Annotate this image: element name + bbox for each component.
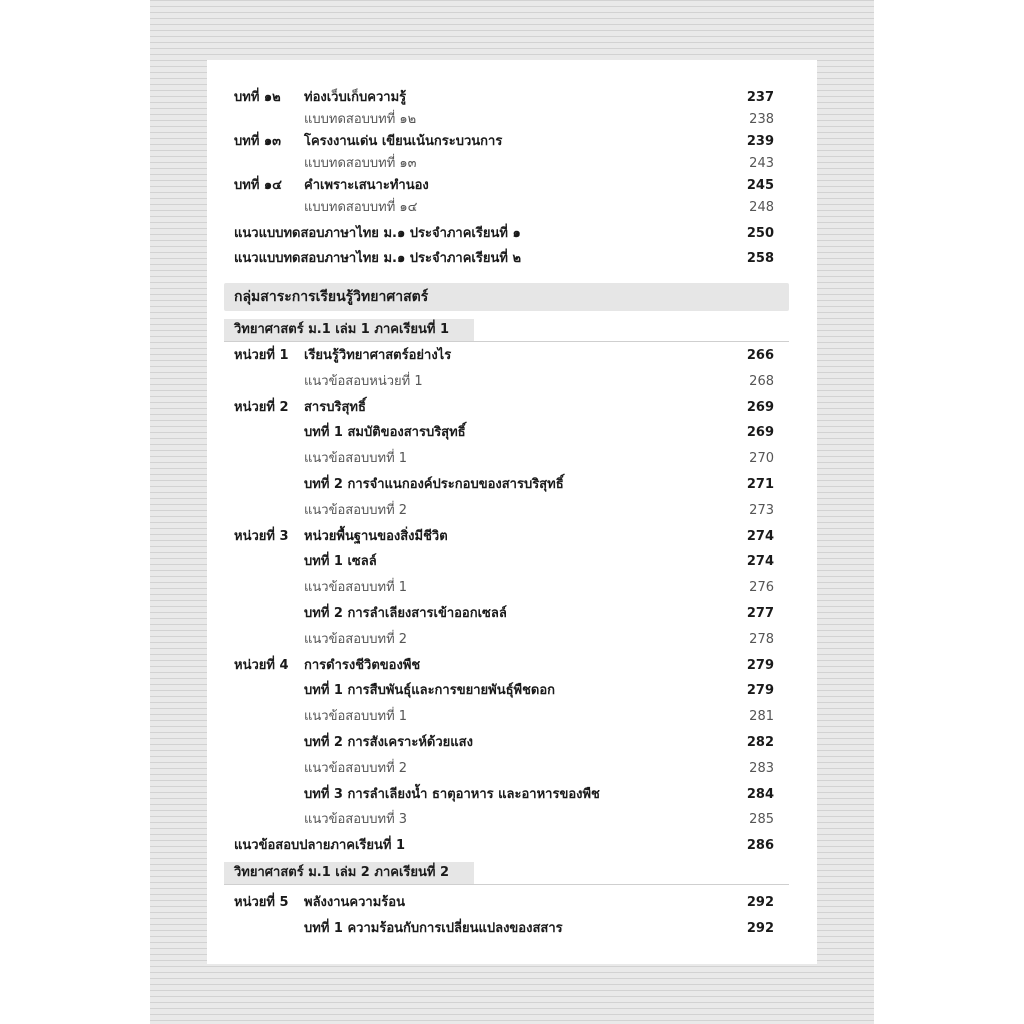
toc-entry-label: หน่วยที่ 3 (234, 529, 289, 544)
toc-entry (207, 679, 817, 703)
toc-entry-page-number: 245 (746, 178, 774, 193)
toc-entry-page-number: 276 (749, 580, 774, 595)
toc-entry (207, 499, 817, 523)
toc-entry-title: แนวข้อสอบบทที่ 1 (304, 451, 408, 466)
toc-entry-title: แนวข้อสอบหน่วยที่ 1 (304, 374, 423, 389)
toc-entry-page-number: 274 (746, 529, 774, 544)
toc-entry-page-number: 279 (746, 683, 774, 698)
toc-entry-title: สารบริสุทธิ์ (304, 400, 366, 415)
toc-entry-title: เรียนรู้วิทยาศาสตร์อย่างไร (304, 348, 452, 363)
book1-heading: วิทยาศาสตร์ ม.1 เล่ม 1 ภาคเรียนที่ 1 (224, 319, 474, 341)
toc-entry-page-number: 278 (749, 632, 774, 647)
toc-entry-title: แบบทดสอบบทที่ ๑๔ (304, 200, 418, 215)
toc-entry-title: บทที่ 2 การสังเคราะห์ด้วยแสง (304, 735, 473, 750)
toc-entry-page-number: 269 (746, 425, 774, 440)
toc-entry (207, 602, 817, 626)
toc-entry-label: บทที่ ๑๔ (234, 178, 283, 193)
toc-entry-page-number: 248 (749, 200, 774, 215)
toc-entry (207, 576, 817, 600)
toc-entry-page-number: 250 (746, 226, 774, 241)
toc-entry (207, 834, 817, 858)
toc-entry (207, 421, 817, 445)
toc-entry-page-number: 274 (746, 554, 774, 569)
toc-entry-page-number: 268 (749, 374, 774, 389)
section-heading-science: กลุ่มสาระการเรียนรู้วิทยาศาสตร์ (224, 283, 789, 311)
toc-entry-title: โครงงานเด่น เขียนเน้นกระบวนการ (304, 134, 503, 149)
book1-heading-rule (224, 341, 789, 342)
toc-entry-page-number: 270 (749, 451, 774, 466)
toc-entry (207, 344, 817, 368)
toc-entry-title: บทที่ 1 เซลล์ (304, 554, 377, 569)
toc-entry-page-number: 239 (746, 134, 774, 149)
toc-entry-page-number: 237 (746, 90, 774, 105)
book2-heading: วิทยาศาสตร์ ม.1 เล่ม 2 ภาคเรียนที่ 2 (224, 862, 474, 884)
toc-entry-title: แนวข้อสอบบทที่ 2 (304, 761, 408, 776)
toc-entry-title: แนวข้อสอบบทที่ 1 (304, 709, 408, 724)
toc-entry (207, 370, 817, 394)
toc-entry-page-number: 271 (746, 477, 774, 492)
toc-entry-label: หน่วยที่ 1 (234, 348, 289, 363)
toc-entry-title: แนวข้อสอบบทที่ 2 (304, 503, 408, 518)
book2-heading-rule (224, 884, 789, 885)
toc-entry-title: คำเพราะเสนาะทำนอง (304, 178, 429, 193)
toc-entry (207, 152, 817, 176)
toc-entry-title: บทที่ 2 การจำแนกองค์ประกอบของสารบริสุทธิ์ (304, 477, 564, 492)
toc-entry-title: บทที่ 3 การลำเลียงน้ำ ธาตุอาหาร และอาหารของพืช (304, 787, 600, 802)
toc-entry-title: แนวแบบทดสอบภาษาไทย ม.๑ ประจำภาคเรียนที่ ๒ (234, 251, 522, 266)
toc-entry-label: บทที่ ๑๓ (234, 134, 282, 149)
toc-entry-page-number: 292 (746, 895, 774, 910)
toc-entry-title: แบบทดสอบบทที่ ๑๒ (304, 112, 417, 127)
toc-entry (207, 108, 817, 132)
toc-entry-title: บทที่ 2 การลำเลียงสารเข้าออกเซลล์ (304, 606, 507, 621)
toc-entry-label: หน่วยที่ 4 (234, 658, 289, 673)
toc-entry-title: ท่องเว็บเก็บความรู้ (304, 90, 407, 105)
toc-entry-title: พลังงานความร้อน (304, 895, 405, 910)
toc-entry (207, 654, 817, 678)
toc-entry (207, 550, 817, 574)
toc-entry-label: หน่วยที่ 5 (234, 895, 289, 910)
toc-entry-page-number: 277 (746, 606, 774, 621)
toc-entry (207, 473, 817, 497)
toc-entry-label: บทที่ ๑๒ (234, 90, 281, 105)
toc-entry-page-number: 292 (746, 921, 774, 936)
toc-entry-title: การดำรงชีวิตของพืช (304, 658, 421, 673)
toc-entry (207, 130, 817, 154)
toc-entry (207, 783, 817, 807)
toc-entry-page-number: 243 (749, 156, 774, 171)
toc-entry (207, 808, 817, 832)
toc-entry-title: แนวแบบทดสอบภาษาไทย ม.๑ ประจำภาคเรียนที่ ๑ (234, 226, 521, 241)
toc-entry-title: แนวข้อสอบบทที่ 3 (304, 812, 408, 827)
toc-entry (207, 731, 817, 755)
toc-entry-title: แนวข้อสอบบทที่ 2 (304, 632, 408, 647)
toc-entry-page-number: 273 (749, 503, 774, 518)
toc-entry-page-number: 282 (746, 735, 774, 750)
toc-entry-title: บทที่ 1 สมบัติของสารบริสุทธิ์ (304, 425, 466, 440)
toc-entry (207, 396, 817, 420)
toc-entry-page-number: 286 (746, 838, 774, 853)
toc-entry (207, 447, 817, 471)
toc-entry-title: แนวข้อสอบบทที่ 1 (304, 580, 408, 595)
toc-entry-page-number: 283 (749, 761, 774, 776)
toc-entry (207, 196, 817, 220)
toc-entry (207, 86, 817, 110)
toc-entry-label: หน่วยที่ 2 (234, 400, 289, 415)
toc-entry-page-number: 238 (749, 112, 774, 127)
toc-entry (207, 525, 817, 549)
document-page (207, 60, 817, 964)
toc-entry-title: บทที่ 1 การสืบพันธุ์และการขยายพันธุ์พืชดอก (304, 683, 556, 698)
toc-entry (207, 705, 817, 729)
toc-entry-page-number: 269 (746, 400, 774, 415)
toc-entry-page-number: 258 (746, 251, 774, 266)
toc-entry-page-number: 279 (746, 658, 774, 673)
toc-entry-title: หน่วยพื้นฐานของสิ่งมีชีวิต (304, 529, 448, 544)
toc-entry-title: แนวข้อสอบปลายภาคเรียนที่ 1 (234, 838, 406, 853)
toc-entry-title: แบบทดสอบบทที่ ๑๓ (304, 156, 417, 171)
toc-entry (207, 891, 817, 915)
toc-entry-page-number: 266 (746, 348, 774, 363)
toc-entry (207, 222, 817, 246)
toc-entry-page-number: 284 (746, 787, 774, 802)
toc-entry-page-number: 281 (749, 709, 774, 724)
toc-entry (207, 757, 817, 781)
toc-entry (207, 247, 817, 271)
toc-entry-title: บทที่ 1 ความร้อนกับการเปลี่ยนแปลงของสสาร (304, 921, 563, 936)
toc-entry-page-number: 285 (749, 812, 774, 827)
toc-entry (207, 628, 817, 652)
toc-entry (207, 917, 817, 941)
toc-entry (207, 174, 817, 198)
